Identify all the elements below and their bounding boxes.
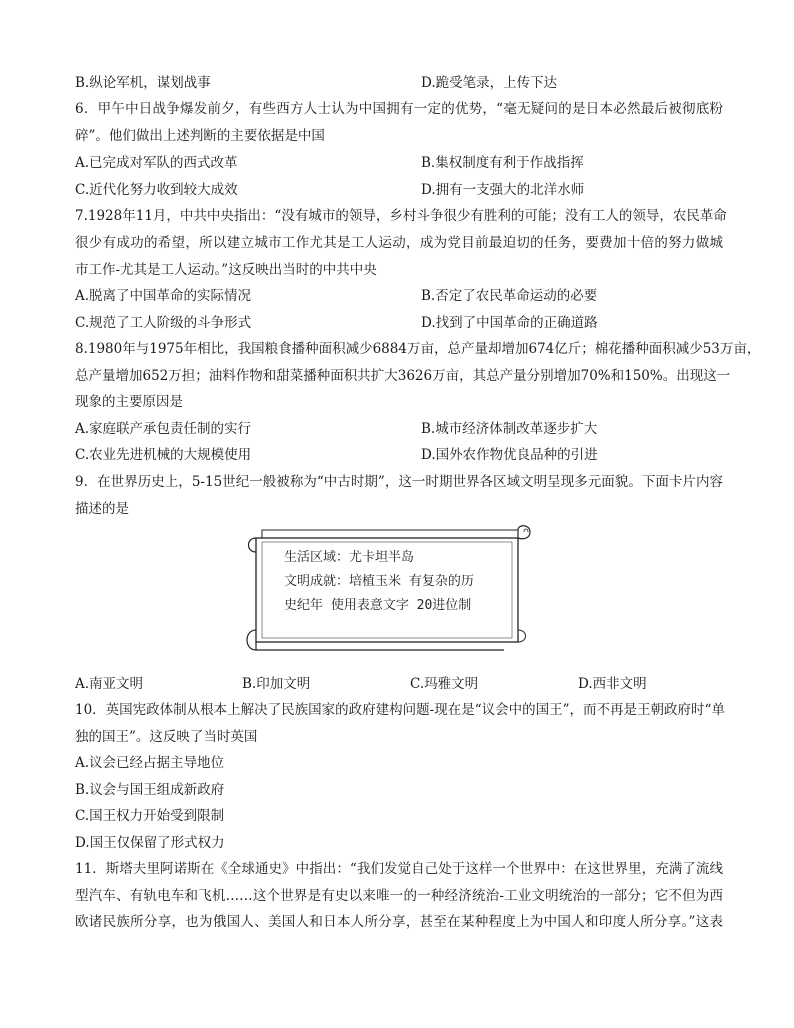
q11-stem-line-3: 欧诸民族所分享，也为俄国人、美国人和日本人所分享，甚至在某种程度上为中国人和印度人所分享。”这表 — [75, 914, 723, 930]
q8-option-a: A.家庭联产承包责任制的实行 — [75, 421, 252, 437]
q7-option-b: B.否定了农民革命运动的必要 — [421, 288, 598, 304]
q6-option-b: B.集权制度有利于作战指挥 — [421, 155, 584, 171]
q6-stem-line-1: 6．甲午中日战争爆发前夕，有些西方人士认为中国拥有一定的优势，“毫无疑问的是日本必然最后被彻底粉 — [75, 101, 723, 117]
q7-stem-line-3: 市工作-尤其是工人运动。”这反映出当时的中共中央 — [75, 262, 377, 278]
q7-option-d: D.找到了中国革命的正确道路 — [421, 315, 598, 331]
q6-option-a: A.已完成对军队的西式改革 — [75, 155, 238, 171]
q9-option-a: A.南亚文明 — [75, 676, 144, 692]
q6-option-c: C.近代化努力收到较大成效 — [75, 182, 238, 198]
q8-stem-line-1: 8.1980年与1975年相比，我国粮食播种面积减少6884万亩，总产量却增加674亿斤；棉花播种面积减少53万亩， — [75, 341, 761, 357]
q9-stem-line-2: 描述的是 — [75, 501, 129, 517]
q8-option-c: C.农业先进机械的大规模使用 — [75, 447, 252, 463]
q9-stem-line-1: 9．在世界历史上，5-15世纪一般被称为“中古时期”，这一时期世界各区域文明呈现多元面貌。下面卡片内容 — [75, 474, 723, 490]
q7-option-c: C.规范了工人阶级的斗争形式 — [75, 315, 252, 331]
q8-option-d: D.国外农作物优良品种的引进 — [421, 447, 598, 463]
q10-option-b: B.议会与国王组成新政府 — [75, 782, 225, 798]
q9-option-b: B.印加文明 — [242, 676, 311, 692]
card-line-3: 史纪年 使用表意文字 20进位制 — [284, 598, 472, 613]
q10-option-a: A.议会已经占据主导地位 — [75, 755, 225, 771]
q11-stem-line-2: 型汽车、有轨电车和飞机……这个世界是有史以来唯一的一种经济统治-工业文明统治的一部分；它不但为西 — [75, 888, 723, 904]
q9-option-d: D.西非文明 — [578, 676, 647, 692]
card-line-1: 生活区域：尤卡坦半岛 — [284, 550, 415, 565]
q10-stem-line-2: 独的国王”。这反映了当时英国 — [75, 729, 258, 745]
q7-stem-line-1: 7.1928年11月，中共中央指出：“没有城市的领导，乡村斗争很少有胜利的可能；没有工人的领导，农民革命 — [75, 208, 727, 224]
q10-stem-line-1: 10．英国宪政体制从根本上解决了民族国家的政府建构问题-现在是“议会中的国王”，而不再是王朝政府时“单 — [75, 702, 725, 718]
q8-stem-line-2: 总产量增加652万担；油料作物和甜菜播种面积共扩大3626万亩，其总产量分别增加70%和150%。出现这一 — [75, 368, 731, 384]
q7-stem-line-2: 很少有成功的希望，所以建立城市工作尤其是工人运动，成为党目前最迫切的任务，要费加十倍的努力做城 — [75, 235, 723, 251]
scroll-card — [242, 522, 538, 656]
q6-option-d: D.拥有一支强大的北洋水师 — [421, 182, 585, 198]
q8-stem-line-3: 现象的主要原因是 — [75, 394, 183, 410]
q8-option-b: B.城市经济体制改革逐步扩大 — [421, 421, 598, 437]
q10-option-c: C.国王权力开始受到限制 — [75, 808, 225, 824]
q10-option-d: D.国王仅保留了形式权力 — [75, 835, 225, 851]
q11-stem-line-1: 11．斯塔夫里阿诺斯在《全球通史》中指出：“我们发觉自己处于这样一个世界中：在这世界里，充满了流线 — [75, 861, 723, 877]
q9-option-c: C.玛雅文明 — [410, 676, 479, 692]
q6-stem-line-2: 碎”。他们做出上述判断的主要依据是中国 — [75, 128, 325, 144]
q5-option-d: D.跪受笔录，上传下达 — [421, 75, 558, 91]
card-line-2: 文明成就：培植玉米 有复杂的历 — [284, 574, 474, 589]
q5-option-b: B.纵论军机，谋划战事 — [75, 75, 211, 91]
q7-option-a: A.脱离了中国革命的实际情况 — [75, 288, 252, 304]
